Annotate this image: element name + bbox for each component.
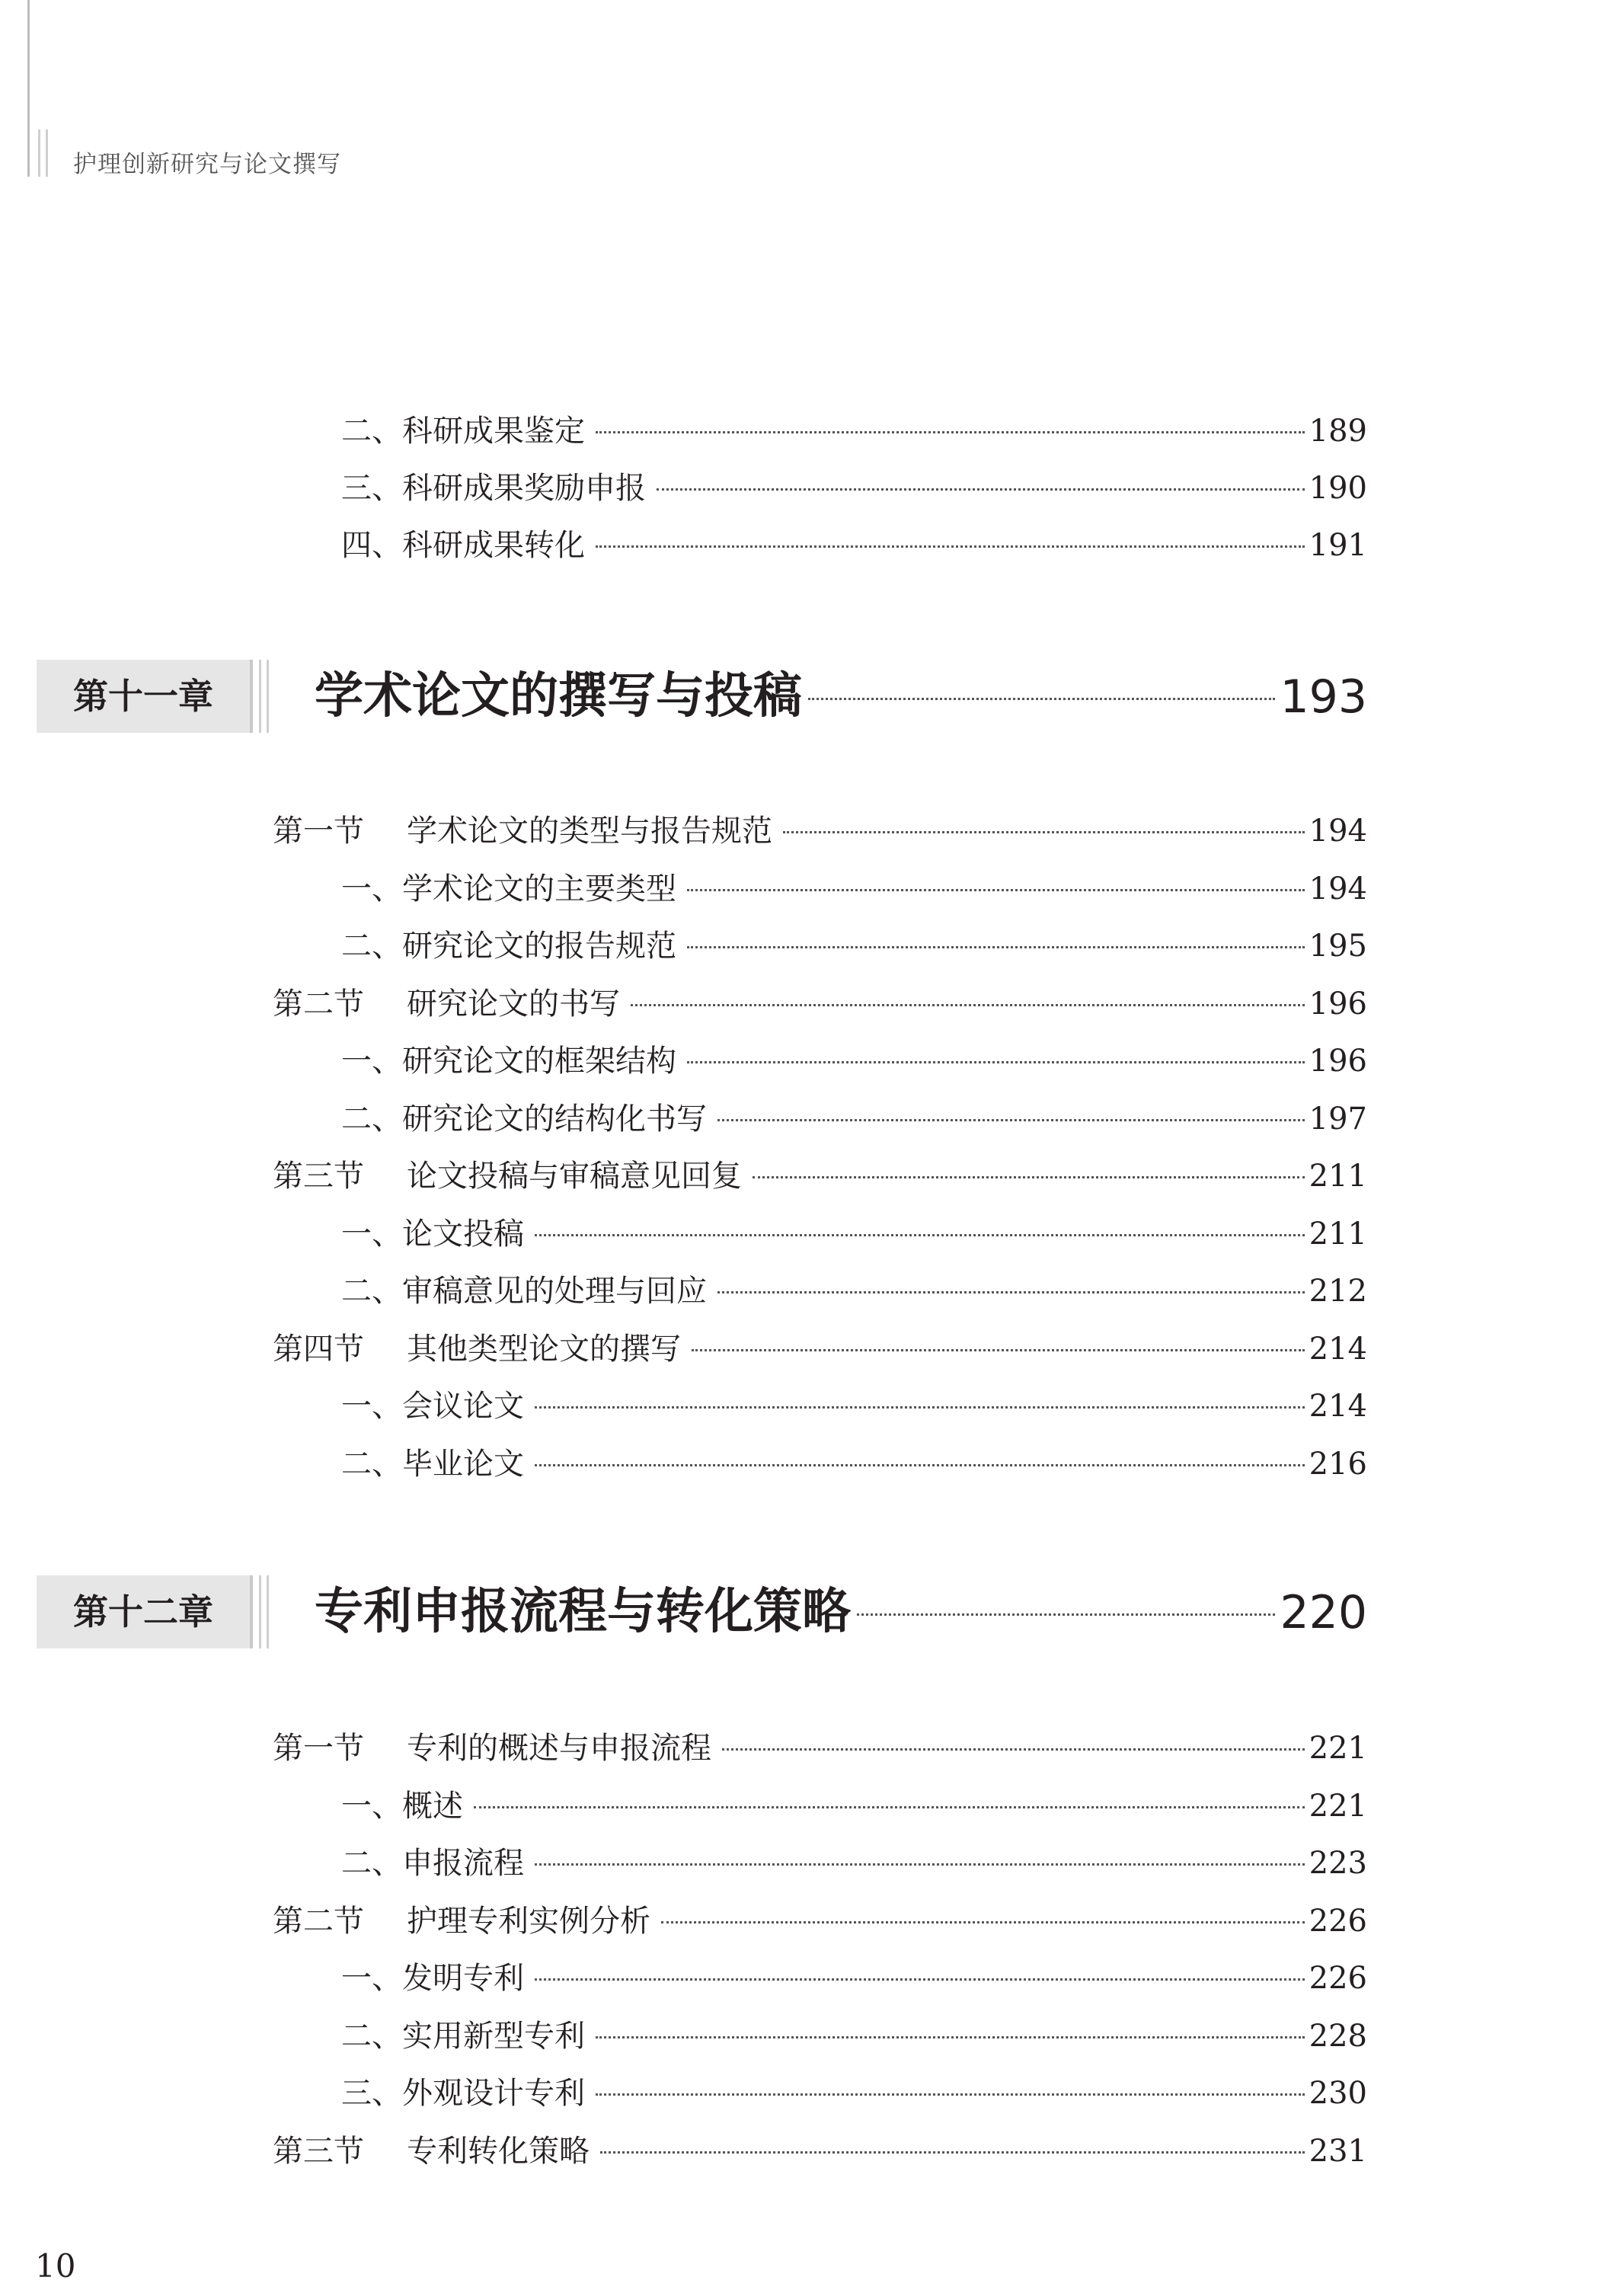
item-number: 二、 bbox=[341, 1274, 402, 1309]
page-number: 226 bbox=[1309, 1961, 1367, 1996]
page-number: 196 bbox=[1309, 1044, 1367, 1079]
dot-leader bbox=[661, 1921, 1305, 1923]
dot-leader bbox=[631, 1004, 1305, 1006]
entry-label: 毕业论文 bbox=[402, 1446, 524, 1482]
toc-item[interactable] bbox=[341, 2015, 1367, 2058]
dot-leader bbox=[657, 488, 1305, 491]
toc-item[interactable] bbox=[341, 1385, 1367, 1428]
dot-leader bbox=[535, 1978, 1305, 1981]
dot-leader bbox=[753, 1176, 1305, 1178]
page-number: 221 bbox=[1309, 1731, 1367, 1766]
toc-section[interactable] bbox=[273, 1727, 1367, 1770]
entry-label: 概述 bbox=[402, 1788, 463, 1824]
page-number: 216 bbox=[1309, 1446, 1367, 1482]
item-number: 二、 bbox=[341, 2018, 402, 2054]
dot-leader bbox=[474, 1806, 1305, 1808]
chapter-page-number: 220 bbox=[1280, 1586, 1367, 1639]
dot-leader bbox=[717, 1119, 1305, 1121]
dot-leader bbox=[596, 431, 1305, 433]
entry-label: 申报流程 bbox=[402, 1846, 524, 1881]
chapter-title: 学术论文的撰写与投稿 bbox=[315, 668, 802, 724]
section-number: 第三节 bbox=[273, 2133, 364, 2169]
dot-leader bbox=[857, 1613, 1275, 1616]
item-number: 三、 bbox=[341, 2076, 402, 2111]
page-number: 230 bbox=[1309, 2076, 1367, 2111]
toc-section[interactable] bbox=[273, 983, 1367, 1025]
toc-item[interactable] bbox=[341, 1842, 1367, 1885]
entry-label: 审稿意见的处理与回应 bbox=[402, 1274, 707, 1309]
entry-label: 学术论文的类型与报告规范 bbox=[407, 814, 772, 849]
chapter-heading-12[interactable] bbox=[37, 1575, 1367, 1648]
section-number: 第三节 bbox=[273, 1159, 364, 1194]
dot-leader bbox=[687, 889, 1305, 891]
page-number: 228 bbox=[1309, 2018, 1367, 2054]
item-number: 一、 bbox=[341, 1961, 402, 1996]
item-number: 二、 bbox=[341, 929, 402, 964]
section-number: 第二节 bbox=[273, 1903, 364, 1939]
entry-label: 发明专利 bbox=[402, 1961, 524, 1996]
page-number: 194 bbox=[1309, 814, 1367, 849]
item-number: 二、 bbox=[341, 1446, 402, 1482]
page-number: 189 bbox=[1309, 414, 1367, 449]
chapter-title: 专利申报流程与转化策略 bbox=[315, 1584, 851, 1640]
toc-section[interactable] bbox=[273, 1155, 1367, 1198]
toc-item[interactable] bbox=[341, 1213, 1367, 1255]
section-number: 第四节 bbox=[273, 1331, 364, 1367]
toc-item[interactable]: 四、 科研成果转化 191 bbox=[341, 524, 1367, 567]
toc-item[interactable] bbox=[341, 1040, 1367, 1082]
page-number: 194 bbox=[1309, 871, 1367, 907]
page-number: 231 bbox=[1309, 2133, 1367, 2169]
toc-item[interactable] bbox=[341, 1785, 1367, 1828]
toc-item[interactable] bbox=[341, 1270, 1367, 1313]
dot-leader bbox=[722, 1748, 1305, 1751]
dot-leader bbox=[717, 1291, 1305, 1293]
page-number: 211 bbox=[1309, 1159, 1367, 1194]
toc-item[interactable]: 三、 科研成果奖励申报 190 bbox=[341, 467, 1367, 510]
entry-label: 论文投稿与审稿意见回复 bbox=[407, 1159, 742, 1194]
section-number: 第一节 bbox=[273, 1731, 364, 1766]
toc-section[interactable] bbox=[273, 810, 1367, 852]
page-number: 191 bbox=[1309, 528, 1367, 563]
dot-leader bbox=[535, 1406, 1305, 1409]
entry-label: 专利转化策略 bbox=[407, 2133, 590, 2169]
dot-leader bbox=[687, 946, 1305, 948]
toc-item[interactable] bbox=[341, 925, 1367, 967]
toc-item[interactable] bbox=[341, 2072, 1367, 2115]
dot-leader bbox=[535, 1863, 1305, 1866]
item-number: 一、 bbox=[341, 1044, 402, 1079]
section-number: 第二节 bbox=[273, 986, 364, 1022]
dot-leader bbox=[535, 1234, 1305, 1236]
dot-leader bbox=[596, 545, 1305, 548]
dot-leader bbox=[596, 2093, 1305, 2096]
toc-item[interactable] bbox=[341, 1443, 1367, 1485]
entry-label: 学术论文的主要类型 bbox=[402, 871, 676, 907]
dot-leader bbox=[687, 1061, 1305, 1063]
page-number: 214 bbox=[1309, 1331, 1367, 1367]
toc-item[interactable] bbox=[341, 1098, 1367, 1140]
item-number: 二、 bbox=[341, 1101, 402, 1137]
chapter-heading-11[interactable] bbox=[37, 660, 1367, 733]
page-number: 226 bbox=[1309, 1903, 1367, 1939]
toc-section[interactable] bbox=[273, 1328, 1367, 1370]
page-number: 190 bbox=[1309, 471, 1367, 506]
dot-leader bbox=[600, 2151, 1305, 2154]
toc-section[interactable] bbox=[273, 2130, 1367, 2173]
item-number: 二、 bbox=[341, 1846, 402, 1881]
entry-label: 研究论文的书写 bbox=[407, 986, 620, 1022]
entry-label: 其他类型论文的撰写 bbox=[407, 1331, 681, 1367]
dot-leader bbox=[596, 2036, 1305, 2039]
running-header-title: 护理创新研究与论文撰写 bbox=[73, 151, 341, 178]
page-number: 221 bbox=[1309, 1788, 1367, 1824]
entry-label: 研究论文的报告规范 bbox=[402, 929, 676, 964]
entry-label: 专利的概述与申报流程 bbox=[407, 1731, 711, 1766]
entry-label: 外观设计专利 bbox=[402, 2076, 585, 2111]
toc-item[interactable]: 二、 科研成果鉴定 189 bbox=[341, 410, 1367, 452]
entry-label: 研究论文的结构化书写 bbox=[402, 1101, 707, 1137]
page-number: 195 bbox=[1309, 929, 1367, 964]
toc-item[interactable] bbox=[341, 1957, 1367, 2000]
page-number: 211 bbox=[1309, 1216, 1367, 1252]
item-number: 一、 bbox=[341, 1216, 402, 1252]
page-number: 197 bbox=[1309, 1101, 1367, 1137]
entry-label: 护理专利实例分析 bbox=[407, 1903, 650, 1939]
item-number: 一、 bbox=[341, 1389, 402, 1424]
toc-section[interactable] bbox=[273, 1900, 1367, 1943]
item-number: 一、 bbox=[341, 871, 402, 907]
entry-label: 论文投稿 bbox=[402, 1216, 524, 1252]
page-folio: 10 bbox=[35, 2247, 76, 2285]
page-number: 196 bbox=[1309, 986, 1367, 1022]
page-number: 223 bbox=[1309, 1846, 1367, 1881]
page-number: 214 bbox=[1309, 1389, 1367, 1424]
entry-label: 会议论文 bbox=[402, 1389, 524, 1424]
page-number: 212 bbox=[1309, 1274, 1367, 1309]
item-number: 一、 bbox=[341, 1788, 402, 1824]
section-number: 第一节 bbox=[273, 814, 364, 849]
chapter-page-number: 193 bbox=[1280, 670, 1367, 724]
entry-label: 研究论文的框架结构 bbox=[402, 1044, 676, 1079]
chapter-tag: 第十一章 bbox=[37, 660, 253, 733]
dot-leader bbox=[808, 698, 1275, 700]
dot-leader bbox=[535, 1464, 1305, 1466]
dot-leader bbox=[692, 1349, 1305, 1351]
dot-leader bbox=[783, 831, 1305, 833]
chapter-tag: 第十二章 bbox=[37, 1575, 253, 1648]
entry-label: 实用新型专利 bbox=[402, 2018, 585, 2054]
toc-item[interactable] bbox=[341, 868, 1367, 910]
